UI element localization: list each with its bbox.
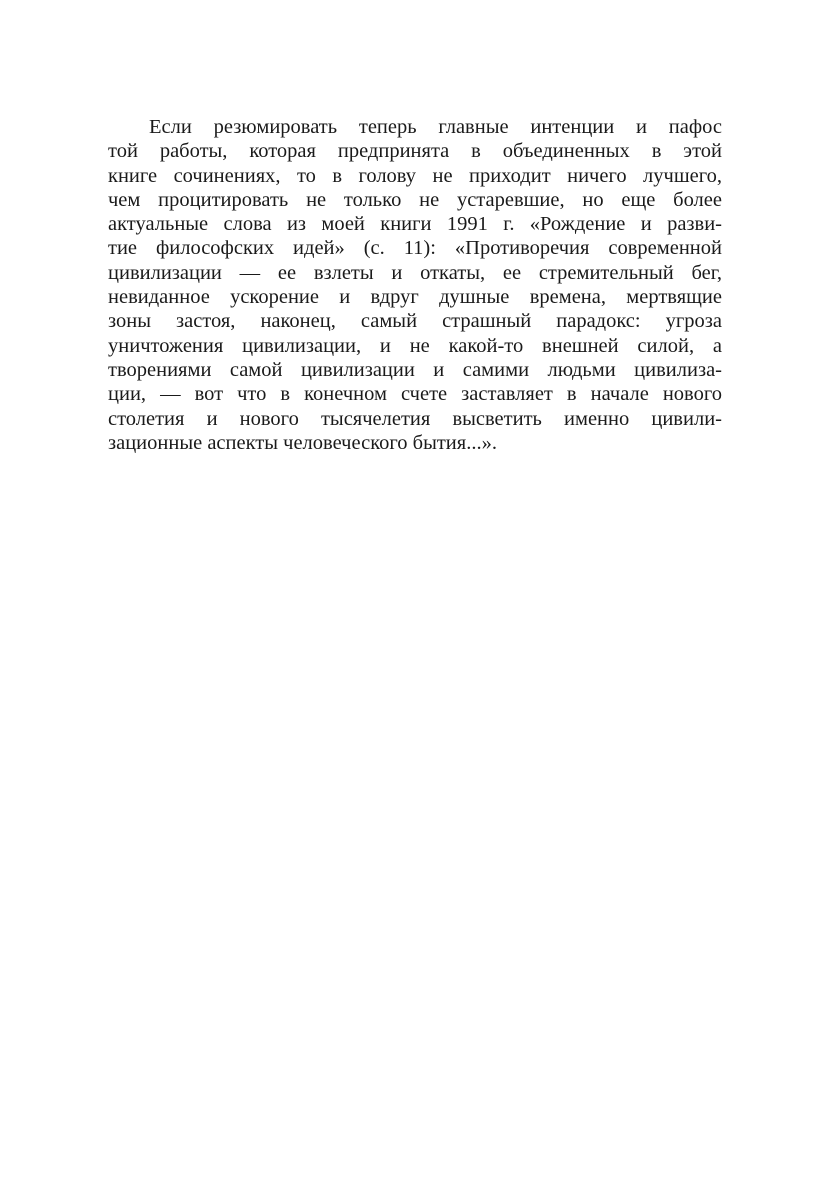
text-line: столетия и нового тысячелетия высветить именно цивили- — [108, 407, 722, 430]
text-line: Если резюмировать теперь главные интенции и пафос — [149, 116, 722, 138]
text-line: уничтожения цивилизации, и не какой-то внешней силой, а — [108, 334, 722, 357]
text-line: цивилизации — ее взлеты и откаты, ее стремительный бег, — [108, 261, 722, 284]
text-line: зационные аспекты человеческого бытия...». — [108, 431, 497, 454]
text-line: тие философских идей» (с. 11): «Противоречия современной — [108, 237, 722, 260]
text-line: зоны застоя, наконец, самый страшный парадокс: угроза — [108, 310, 722, 333]
text-line: актуальные слова из моей книги 1991 г. «Рождение и разви- — [108, 213, 722, 236]
text-line: невиданное ускорение и вдруг душные времена, мертвящие — [108, 286, 722, 309]
text-line: творениями самой цивилизации и самими людьми цивилиза- — [108, 358, 722, 381]
text-line: чем процитировать не только не устаревшие, но еще более — [108, 188, 722, 211]
text-line: книге сочинениях, то в голову не приходит ничего лучшего, — [108, 164, 722, 187]
body-paragraph — [108, 115, 722, 455]
text-line: ции, — вот что в конечном счете заставляет в начале нового — [108, 383, 722, 406]
text-line: той работы, которая предпринята в объединенных в этой — [108, 140, 722, 163]
